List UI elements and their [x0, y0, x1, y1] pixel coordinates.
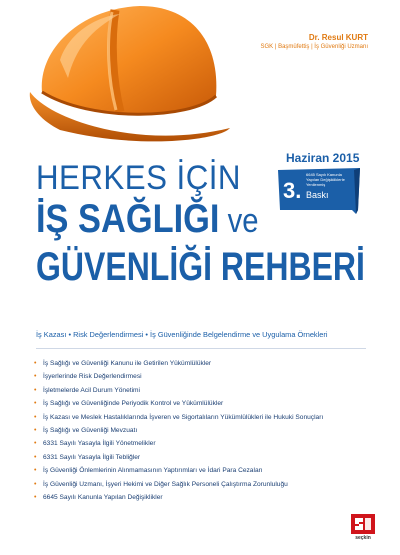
- book-title: [36, 160, 366, 290]
- topic-text: İşyerlerinde Risk Değerlendirmesi: [43, 373, 142, 381]
- list-item: [34, 454, 334, 462]
- bullet-icon: •: [34, 360, 37, 367]
- title-line-1: HERKES İÇİN: [36, 159, 241, 197]
- list-item: [34, 494, 334, 502]
- list-item: [34, 373, 334, 381]
- publisher-mark-icon: [351, 514, 375, 534]
- topic-text: İş Güvenliği Önlemlerinin Alınmamasının Yaptırımları ve İdari Para Cezaları: [43, 467, 263, 475]
- bullet-icon: •: [34, 413, 37, 421]
- subtitle: İş Kazası • Risk Değerlendirmesi • İş Güvenliğinde Belgelendirme ve Uygulama Örnekleri: [36, 330, 328, 339]
- edition-note: 6645 Sayılı Kanunla Yapılan Değişikliklerle Yenilenmiş: [306, 172, 345, 187]
- hard-hat-icon: [20, 0, 238, 150]
- topic-text: İş Kazası ve Meslek Hastalıklarında İşveren ve Sigortalıların Yükümlülükleri ile Hukuki Sonuçları: [43, 413, 324, 421]
- topic-text: İş Güvenliği Uzmanı, İşyeri Hekimi ve Diğer Sağlık Personeli Çalıştırma Zorunluluğu: [43, 480, 288, 488]
- publisher-logo: [351, 514, 375, 544]
- bullet-icon: •: [34, 400, 37, 408]
- author-title: SGK | Başmüfettiş | İş Güvenliği Uzmanı: [260, 44, 368, 50]
- list-item: [34, 440, 334, 448]
- topic-text: 6331 Sayılı Yasayla İlgili Yönetmelikler: [43, 440, 156, 448]
- list-item: [34, 467, 334, 475]
- bullet-icon: •: [34, 386, 37, 394]
- bullet-icon: •: [34, 440, 37, 448]
- publisher-name: seçkin: [355, 535, 371, 541]
- topic-text: İş Sağlığı ve Güvenliği Kanunu ile Getirilen Yükümlülükler: [43, 360, 212, 367]
- topic-text: 6645 Sayılı Kanunla Yapılan Değişiklikler: [43, 493, 163, 501]
- bullet-icon: •: [34, 480, 37, 488]
- list-item: [34, 427, 334, 435]
- topic-text: İşletmelerde Acil Durum Yönetimi: [43, 386, 140, 394]
- list-item: [34, 387, 334, 395]
- author-name: Dr. Resul KURT: [308, 33, 368, 42]
- edition-date: Haziran 2015: [286, 151, 360, 165]
- bullet-icon: •: [34, 467, 37, 475]
- bullet-icon: •: [34, 493, 37, 501]
- title-line-2-conjunction: ve: [219, 202, 259, 240]
- topic-text: İş Sağlığı ve Güvenliğinde Periyodik Kontrol ve Yükümlülükler: [43, 400, 224, 408]
- topic-text: İş Sağlığı ve Güvenliği Mevzuatı: [43, 426, 138, 434]
- edition-number: 3.: [283, 178, 302, 203]
- divider: [36, 348, 366, 349]
- bullet-icon: •: [34, 453, 37, 461]
- title-line-2-main: İŞ SAĞLIĞI: [36, 197, 220, 241]
- edition-label: Baskı: [306, 190, 329, 200]
- author-block: [261, 33, 369, 50]
- bullet-icon: •: [34, 426, 37, 434]
- list-item: [34, 360, 334, 368]
- topic-text: 6331 Sayılı Yasayla İlgili Tebliğler: [43, 453, 141, 461]
- list-item: [34, 400, 334, 408]
- list-item: [34, 481, 334, 489]
- title-line-2: [36, 196, 320, 244]
- title-line-3: GÜVENLİĞİ REHBERİ: [36, 245, 365, 289]
- list-item: [34, 414, 334, 422]
- bullet-icon: •: [34, 373, 37, 381]
- topic-list: [34, 360, 334, 507]
